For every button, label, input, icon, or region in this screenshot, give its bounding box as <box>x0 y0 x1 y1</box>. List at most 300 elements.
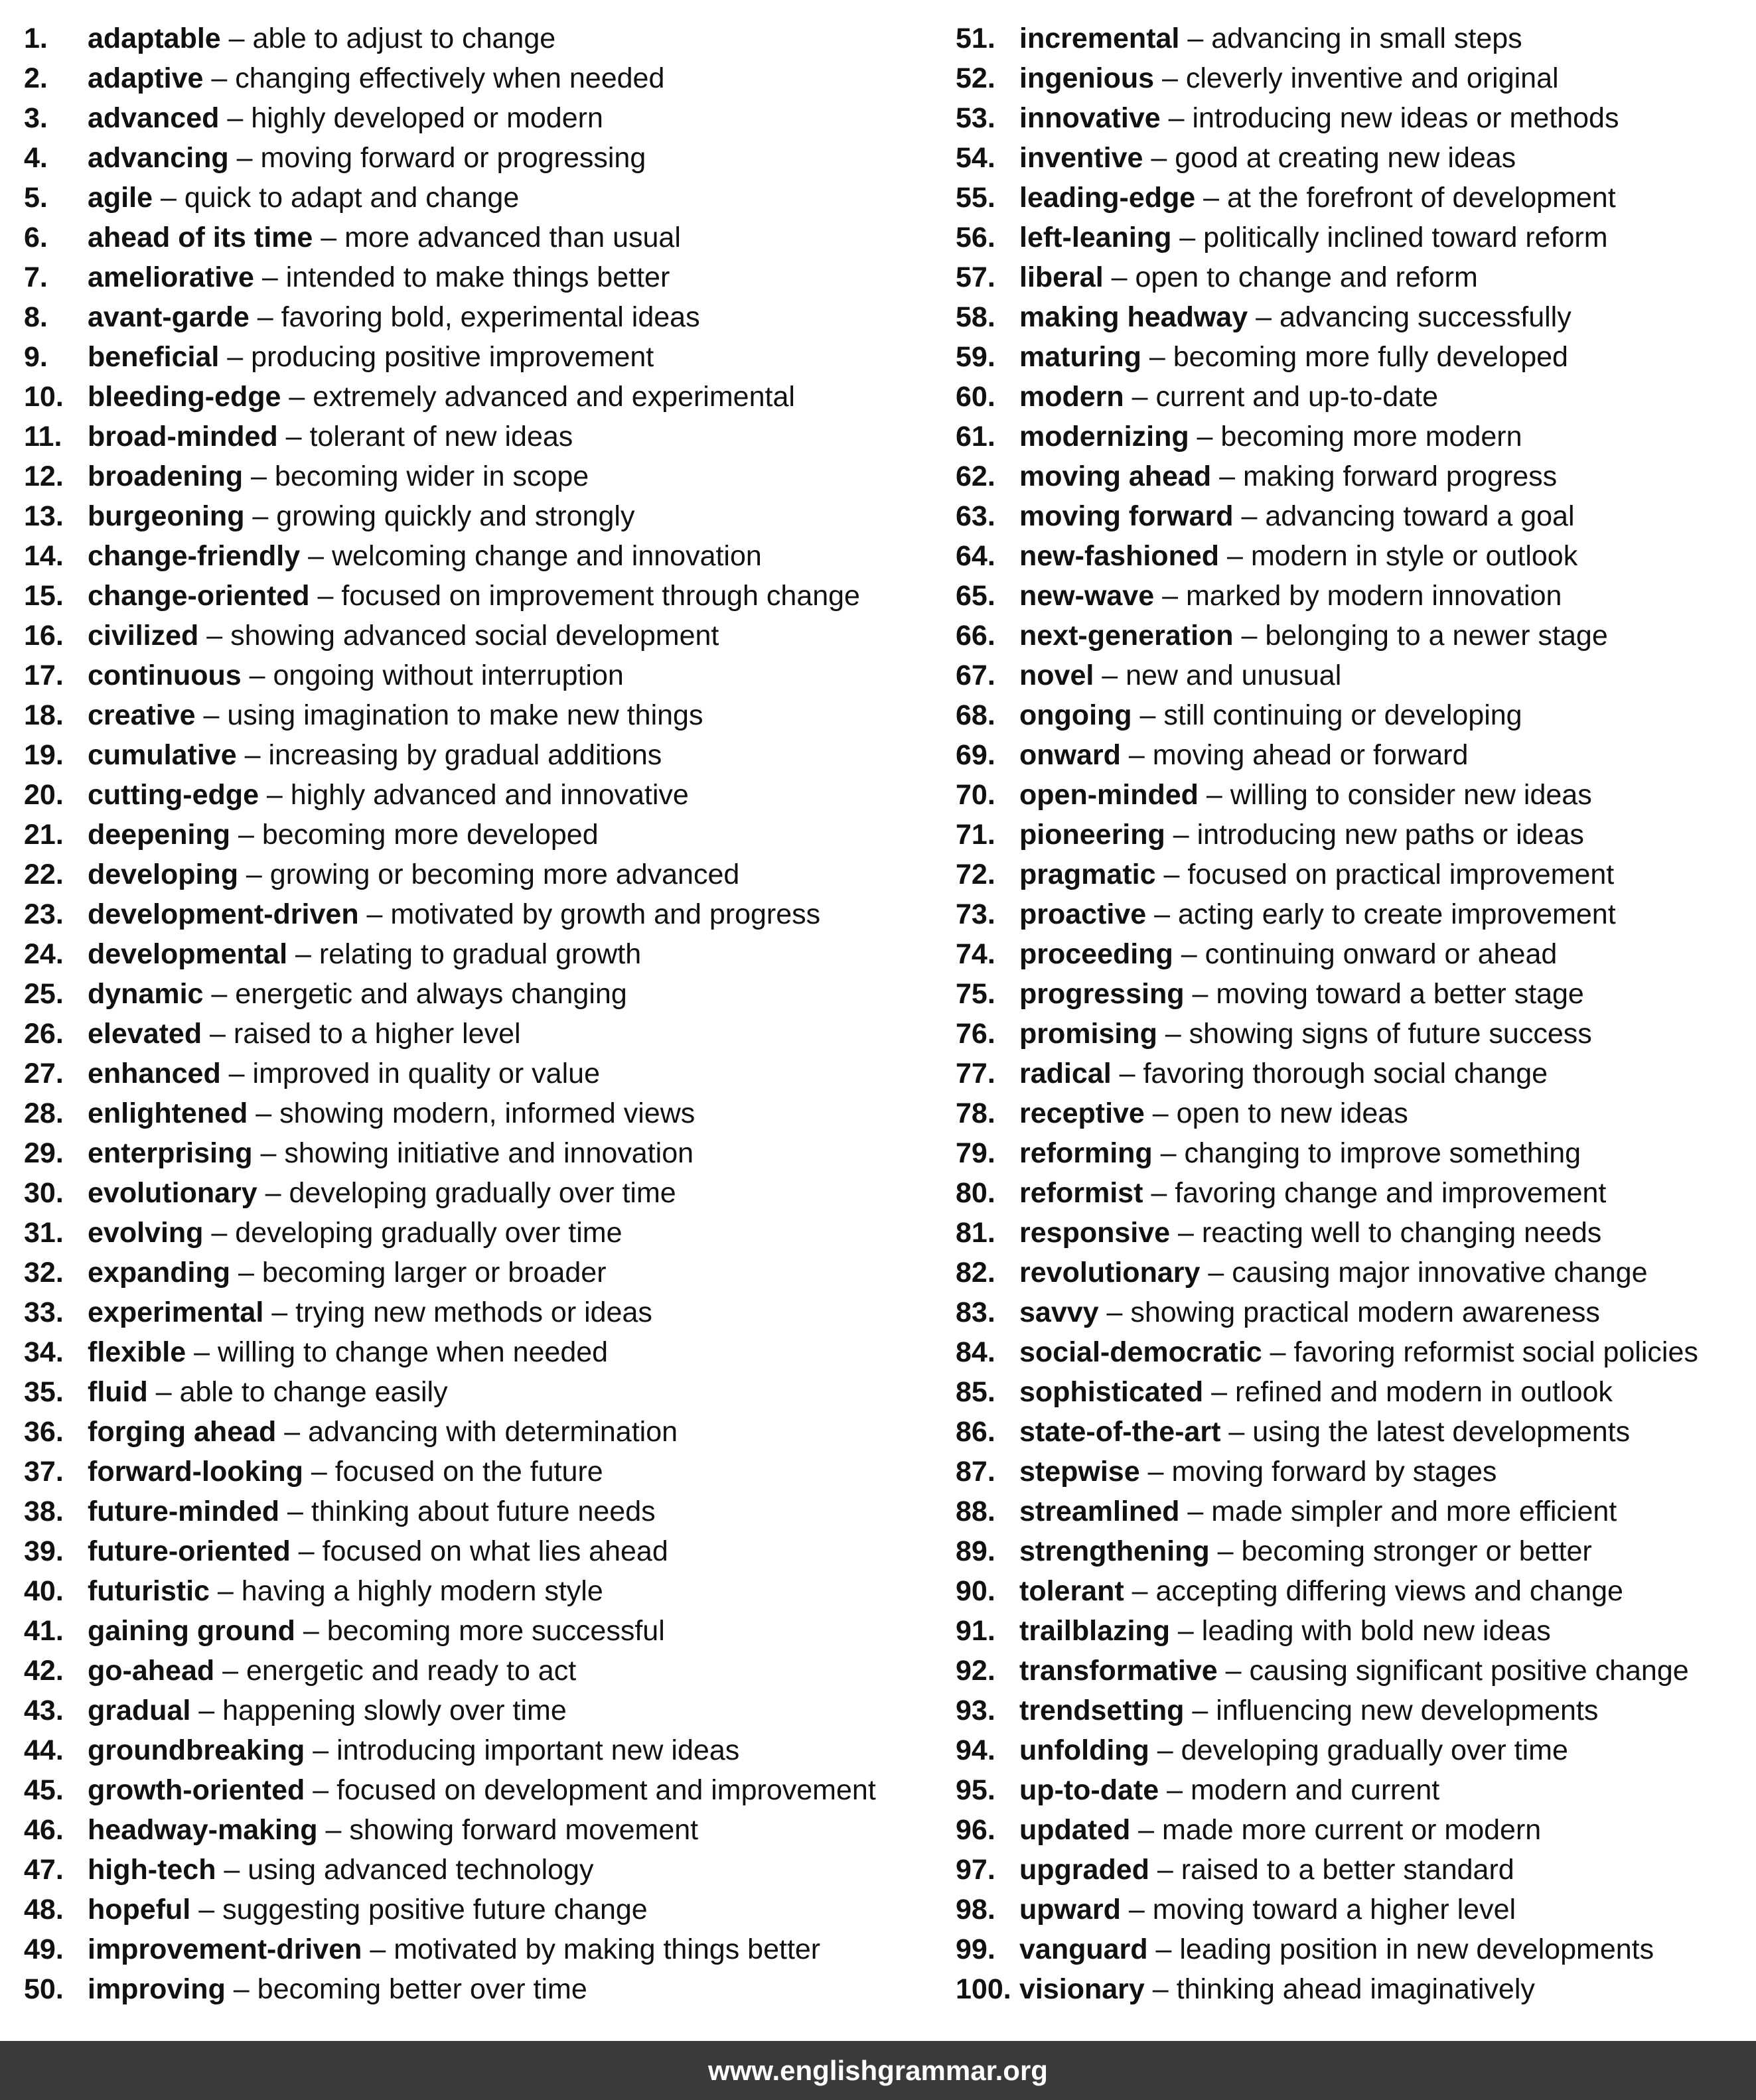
item-separator: – <box>1120 739 1153 771</box>
list-item <box>956 1770 1745 1810</box>
item-word: incremental <box>1019 23 1180 54</box>
item-word: liberal <box>1019 261 1104 293</box>
item-separator: – <box>290 1535 323 1567</box>
item-definition: becoming better over time <box>257 1973 587 2005</box>
item-definition: still continuing or developing <box>1163 699 1522 731</box>
list-item <box>956 1492 1745 1531</box>
item-word: moving ahead <box>1019 460 1212 492</box>
item-definition: moving toward a better stage <box>1216 978 1584 1010</box>
list-item <box>956 1969 1745 2009</box>
item-number: 69. <box>956 739 995 771</box>
list-item <box>956 855 1745 894</box>
item-separator: – <box>254 261 286 293</box>
item-separator: – <box>220 23 253 54</box>
item-definition: more advanced than usual <box>344 222 681 253</box>
item-definition: accepting differing views and change <box>1155 1575 1623 1607</box>
item-definition: developing gradually over time <box>1181 1734 1568 1766</box>
item-separator: – <box>228 142 261 174</box>
item-definition: highly developed or modern <box>251 102 603 134</box>
item-number: 43. <box>24 1695 64 1726</box>
item-number: 4. <box>24 142 48 174</box>
item-word: tolerant <box>1019 1575 1124 1607</box>
item-separator: – <box>203 978 236 1010</box>
item-number: 45. <box>24 1774 64 1806</box>
item-number: 27. <box>24 1058 64 1089</box>
list-item <box>24 974 940 1014</box>
item-definition: having a highly modern style <box>241 1575 603 1607</box>
item-separator: – <box>1233 500 1266 532</box>
item-separator: – <box>248 1097 280 1129</box>
item-word: strengthening <box>1019 1535 1210 1567</box>
item-separator: – <box>1189 421 1221 453</box>
item-definition: good at creating new ideas <box>1175 142 1516 174</box>
item-separator: – <box>277 421 310 453</box>
item-word: beneficial <box>88 341 220 373</box>
item-number: 46. <box>24 1814 64 1846</box>
item-number: 38. <box>24 1496 64 1527</box>
item-separator: – <box>1154 62 1186 94</box>
item-separator: – <box>1262 1336 1294 1368</box>
item-separator: – <box>1160 102 1193 134</box>
item-separator: – <box>1173 938 1205 970</box>
item-number: 92. <box>956 1655 995 1687</box>
item-number: 25. <box>24 978 64 1010</box>
item-definition: advancing toward a goal <box>1265 500 1575 532</box>
item-definition: modern and current <box>1190 1774 1440 1806</box>
item-definition: becoming more developed <box>261 819 599 851</box>
item-word: developmental <box>88 938 288 970</box>
item-definition: using advanced technology <box>248 1854 594 1886</box>
item-word: novel <box>1019 660 1094 691</box>
item-number: 56. <box>956 222 995 253</box>
item-definition: influencing new developments <box>1216 1695 1599 1726</box>
item-definition: causing significant positive change <box>1249 1655 1689 1687</box>
item-word: enlightened <box>88 1097 248 1129</box>
list-item <box>956 297 1745 337</box>
item-number: 64. <box>956 540 995 572</box>
item-definition: extremely advanced and experimental <box>313 381 795 413</box>
list-item <box>956 1531 1745 1571</box>
item-word: transformative <box>1019 1655 1218 1687</box>
item-word: development-driven <box>88 898 359 930</box>
item-number: 32. <box>24 1257 64 1289</box>
list-item <box>24 1412 940 1452</box>
item-number: 17. <box>24 660 64 691</box>
item-number: 71. <box>956 819 995 851</box>
item-word: onward <box>1019 739 1121 771</box>
item-number: 100. <box>956 1973 1011 2005</box>
item-word: civilized <box>88 620 199 652</box>
item-separator: – <box>1171 222 1204 253</box>
list-item <box>956 1213 1745 1253</box>
list-item <box>24 1531 940 1571</box>
item-number: 76. <box>956 1018 995 1050</box>
item-separator: – <box>263 1296 296 1328</box>
item-number: 91. <box>956 1615 995 1647</box>
item-separator: – <box>1248 301 1280 333</box>
list-item <box>956 218 1745 257</box>
item-separator: – <box>1149 1734 1181 1766</box>
list-item <box>956 656 1745 695</box>
item-definition: focused on development and improvement <box>336 1774 876 1806</box>
word-column-right <box>956 19 1745 2009</box>
item-separator: – <box>1184 978 1216 1010</box>
word-list <box>0 19 1756 2009</box>
list-item <box>24 775 940 815</box>
item-separator: – <box>1144 1097 1177 1129</box>
item-word: updated <box>1019 1814 1131 1846</box>
item-definition: showing modern, informed views <box>279 1097 695 1129</box>
item-separator: – <box>249 301 281 333</box>
item-number: 90. <box>956 1575 995 1607</box>
item-number: 79. <box>956 1137 995 1169</box>
item-word: adaptable <box>88 23 221 54</box>
item-definition: energetic and ready to act <box>246 1655 577 1687</box>
item-definition: growing or becoming more advanced <box>269 859 740 890</box>
item-separator: – <box>203 62 236 94</box>
item-separator: – <box>358 898 391 930</box>
item-definition: moving toward a higher level <box>1152 1894 1516 1925</box>
item-number: 22. <box>24 859 64 890</box>
item-word: broadening <box>88 460 244 492</box>
item-number: 3. <box>24 102 48 134</box>
item-definition: becoming wider in scope <box>274 460 589 492</box>
item-word: continuous <box>88 660 242 691</box>
item-number: 51. <box>956 23 995 54</box>
item-number: 80. <box>956 1177 995 1209</box>
item-number: 47. <box>24 1854 64 1886</box>
item-separator: – <box>309 580 342 612</box>
list-item <box>24 616 940 656</box>
item-word: making headway <box>1019 301 1248 333</box>
list-item <box>24 1770 940 1810</box>
list-item <box>956 1452 1745 1492</box>
item-definition: trying new methods or ideas <box>295 1296 652 1328</box>
item-separator: – <box>195 699 228 731</box>
item-number: 40. <box>24 1575 64 1607</box>
item-word: progressing <box>1019 978 1185 1010</box>
item-number: 95. <box>956 1774 995 1806</box>
item-definition: belonging to a newer stage <box>1265 620 1608 652</box>
item-separator: – <box>1184 1695 1216 1726</box>
item-word: deepening <box>88 819 231 851</box>
item-definition: made simpler and more efficient <box>1211 1496 1617 1527</box>
item-number: 10. <box>24 381 64 413</box>
item-definition: refined and modern in outlook <box>1234 1376 1613 1408</box>
item-separator: – <box>1179 1496 1212 1527</box>
item-definition: tolerant of new ideas <box>309 421 573 453</box>
item-word: new-fashioned <box>1019 540 1220 572</box>
item-number: 77. <box>956 1058 995 1089</box>
item-word: groundbreaking <box>88 1734 305 1766</box>
item-number: 11. <box>24 421 62 453</box>
item-separator: – <box>1120 1894 1153 1925</box>
item-number: 7. <box>24 261 48 293</box>
item-number: 73. <box>956 898 995 930</box>
list-item <box>24 1929 940 1969</box>
item-number: 52. <box>956 62 995 94</box>
item-definition: making forward progress <box>1242 460 1558 492</box>
list-item <box>24 417 940 456</box>
item-word: evolutionary <box>88 1177 257 1209</box>
item-definition: happening slowly over time <box>222 1695 567 1726</box>
list-item <box>24 695 940 735</box>
item-separator: – <box>1219 540 1251 572</box>
item-word: pragmatic <box>1019 859 1156 890</box>
list-item <box>956 58 1745 98</box>
list-item <box>24 1651 940 1691</box>
item-definition: open to change and reform <box>1135 261 1478 293</box>
item-number: 81. <box>956 1217 995 1249</box>
item-word: savvy <box>1019 1296 1099 1328</box>
item-separator: – <box>252 1137 285 1169</box>
item-separator: – <box>225 1973 257 2005</box>
item-number: 67. <box>956 660 995 691</box>
list-item <box>24 536 940 576</box>
item-separator: – <box>300 540 332 572</box>
list-item <box>956 1651 1745 1691</box>
item-definition: intended to make things better <box>285 261 670 293</box>
item-number: 20. <box>24 779 64 811</box>
item-word: creative <box>88 699 196 731</box>
list-item <box>956 616 1745 656</box>
item-separator: – <box>1124 381 1156 413</box>
item-separator: – <box>1152 1137 1185 1169</box>
item-word: forward-looking <box>88 1456 303 1488</box>
item-separator: – <box>1147 1933 1180 1965</box>
list-item <box>956 894 1745 934</box>
item-definition: showing signs of future success <box>1189 1018 1592 1050</box>
item-number: 87. <box>956 1456 995 1488</box>
item-number: 62. <box>956 460 995 492</box>
list-item <box>24 1890 940 1929</box>
list-item <box>24 496 940 536</box>
item-number: 66. <box>956 620 995 652</box>
item-word: up-to-date <box>1019 1774 1159 1806</box>
item-definition: suggesting positive future change <box>222 1894 648 1925</box>
item-separator: – <box>241 660 273 691</box>
item-definition: welcoming change and innovation <box>331 540 762 572</box>
item-separator: – <box>281 381 313 413</box>
item-definition: favoring reformist social policies <box>1293 1336 1698 1368</box>
item-word: advanced <box>88 102 220 134</box>
item-definition: cleverly inventive and original <box>1185 62 1559 94</box>
list-item <box>24 656 940 695</box>
item-separator: – <box>1149 1854 1181 1886</box>
item-separator: – <box>203 1217 236 1249</box>
item-number: 50. <box>24 1973 64 2005</box>
item-separator: – <box>190 1695 223 1726</box>
item-number: 19. <box>24 739 64 771</box>
list-item <box>956 1571 1745 1611</box>
item-number: 84. <box>956 1336 995 1368</box>
item-definition: focused on practical improvement <box>1187 859 1615 890</box>
item-number: 54. <box>956 142 995 174</box>
footer-url: www.englishgrammar.org <box>708 2055 1048 2086</box>
list-item <box>956 1611 1745 1651</box>
item-definition: highly advanced and innovative <box>290 779 689 811</box>
item-word: stepwise <box>1019 1456 1140 1488</box>
item-separator: – <box>1146 898 1179 930</box>
item-word: enterprising <box>88 1137 253 1169</box>
item-separator: – <box>1154 580 1186 612</box>
item-number: 36. <box>24 1416 64 1448</box>
item-separator: – <box>1203 1376 1235 1408</box>
item-word: headway-making <box>88 1814 318 1846</box>
item-number: 16. <box>24 620 64 652</box>
item-separator: – <box>147 1376 180 1408</box>
list-item <box>956 974 1745 1014</box>
item-definition: introducing new ideas or methods <box>1192 102 1619 134</box>
item-separator: – <box>276 1416 309 1448</box>
item-definition: developing gradually over time <box>289 1177 676 1209</box>
item-word: vanguard <box>1019 1933 1148 1965</box>
item-definition: becoming stronger or better <box>1241 1535 1592 1567</box>
list-item <box>24 1492 940 1531</box>
item-definition: showing advanced social development <box>230 620 719 652</box>
item-definition: relating to gradual growth <box>319 938 642 970</box>
item-separator: – <box>279 1496 311 1527</box>
item-word: futuristic <box>88 1575 210 1607</box>
item-word: ahead of its time <box>88 222 313 253</box>
item-definition: moving forward by stages <box>1171 1456 1497 1488</box>
item-number: 75. <box>956 978 995 1010</box>
item-separator: – <box>243 460 275 492</box>
item-number: 35. <box>24 1376 64 1408</box>
item-definition: able to change easily <box>179 1376 448 1408</box>
list-item <box>24 934 940 974</box>
item-separator: – <box>1094 660 1126 691</box>
item-word: experimental <box>88 1296 264 1328</box>
item-separator: – <box>244 500 277 532</box>
item-definition: ongoing without interruption <box>273 660 624 691</box>
list-item <box>956 98 1745 138</box>
list-item <box>956 576 1745 616</box>
item-number: 37. <box>24 1456 64 1488</box>
list-item <box>24 1093 940 1133</box>
item-word: trendsetting <box>1019 1695 1185 1726</box>
list-item <box>24 337 940 377</box>
item-definition: developing gradually over time <box>235 1217 622 1249</box>
list-item <box>956 1253 1745 1293</box>
list-item <box>956 1810 1745 1850</box>
list-item <box>956 1293 1745 1332</box>
item-number: 28. <box>24 1097 64 1129</box>
item-separator: – <box>220 1058 253 1089</box>
item-definition: becoming more modern <box>1220 421 1522 453</box>
item-separator: – <box>214 1655 246 1687</box>
item-word: state-of-the-art <box>1019 1416 1221 1448</box>
item-word: improving <box>88 1973 226 2005</box>
item-definition: thinking ahead imaginatively <box>1176 1973 1535 2005</box>
item-separator: – <box>1130 1814 1163 1846</box>
item-word: hopeful <box>88 1894 191 1925</box>
item-word: avant-garde <box>88 301 250 333</box>
item-definition: becoming more fully developed <box>1173 341 1568 373</box>
list-item <box>24 1173 940 1213</box>
item-number: 85. <box>956 1376 995 1408</box>
item-number: 53. <box>956 102 995 134</box>
item-number: 44. <box>24 1734 64 1766</box>
list-item <box>24 1372 940 1412</box>
item-number: 58. <box>956 301 995 333</box>
item-separator: – <box>1111 1058 1143 1089</box>
list-item <box>956 536 1745 576</box>
item-word: upward <box>1019 1894 1121 1925</box>
item-separator: – <box>209 1575 242 1607</box>
item-word: open-minded <box>1019 779 1199 811</box>
list-item <box>956 1133 1745 1173</box>
list-item <box>956 775 1745 815</box>
item-definition: advancing with determination <box>308 1416 678 1448</box>
item-word: leading-edge <box>1019 182 1196 214</box>
item-separator: – <box>1165 819 1197 851</box>
item-definition: politically inclined toward reform <box>1203 222 1608 253</box>
item-word: responsive <box>1019 1217 1171 1249</box>
item-definition: increasing by gradual additions <box>268 739 662 771</box>
item-number: 59. <box>956 341 995 373</box>
item-separator: – <box>1141 341 1173 373</box>
item-number: 31. <box>24 1217 64 1249</box>
item-word: advancing <box>88 142 229 174</box>
item-word: enhanced <box>88 1058 221 1089</box>
item-number: 78. <box>956 1097 995 1129</box>
item-number: 60. <box>956 381 995 413</box>
item-definition: willing to change when needed <box>217 1336 609 1368</box>
item-word: gaining ground <box>88 1615 295 1647</box>
item-definition: made more current or modern <box>1162 1814 1542 1846</box>
item-definition: moving forward or progressing <box>260 142 646 174</box>
item-definition: leading position in new developments <box>1179 1933 1654 1965</box>
item-number: 8. <box>24 301 48 333</box>
list-item <box>956 1054 1745 1093</box>
item-word: forging ahead <box>88 1416 277 1448</box>
list-item <box>24 1293 940 1332</box>
item-separator: – <box>1170 1217 1202 1249</box>
list-item <box>956 934 1745 974</box>
item-word: expanding <box>88 1257 231 1289</box>
item-word: moving forward <box>1019 500 1234 532</box>
item-definition: motivated by making things better <box>394 1933 821 1965</box>
item-number: 6. <box>24 222 48 253</box>
list-item <box>24 1452 940 1492</box>
item-number: 98. <box>956 1894 995 1925</box>
item-separator: – <box>1144 1973 1177 2005</box>
item-word: reforming <box>1019 1137 1153 1169</box>
item-word: change-oriented <box>88 580 310 612</box>
item-word: high-tech <box>88 1854 216 1886</box>
item-separator: – <box>1200 1257 1232 1289</box>
item-word: bleeding-edge <box>88 381 281 413</box>
item-separator: – <box>1195 182 1228 214</box>
item-word: revolutionary <box>1019 1257 1201 1289</box>
list-item <box>956 377 1745 417</box>
item-definition: showing forward movement <box>349 1814 699 1846</box>
item-definition: focused on the future <box>334 1456 603 1488</box>
item-word: proactive <box>1019 898 1147 930</box>
item-word: modern <box>1019 381 1124 413</box>
list-item <box>24 1133 940 1173</box>
list-item <box>24 1332 940 1372</box>
item-definition: marked by modern innovation <box>1185 580 1562 612</box>
list-item <box>24 218 940 257</box>
item-separator: – <box>1198 779 1230 811</box>
item-word: broad-minded <box>88 421 278 453</box>
list-item <box>24 58 940 98</box>
list-item <box>956 19 1745 58</box>
list-item <box>24 1810 940 1850</box>
item-word: fluid <box>88 1376 148 1408</box>
